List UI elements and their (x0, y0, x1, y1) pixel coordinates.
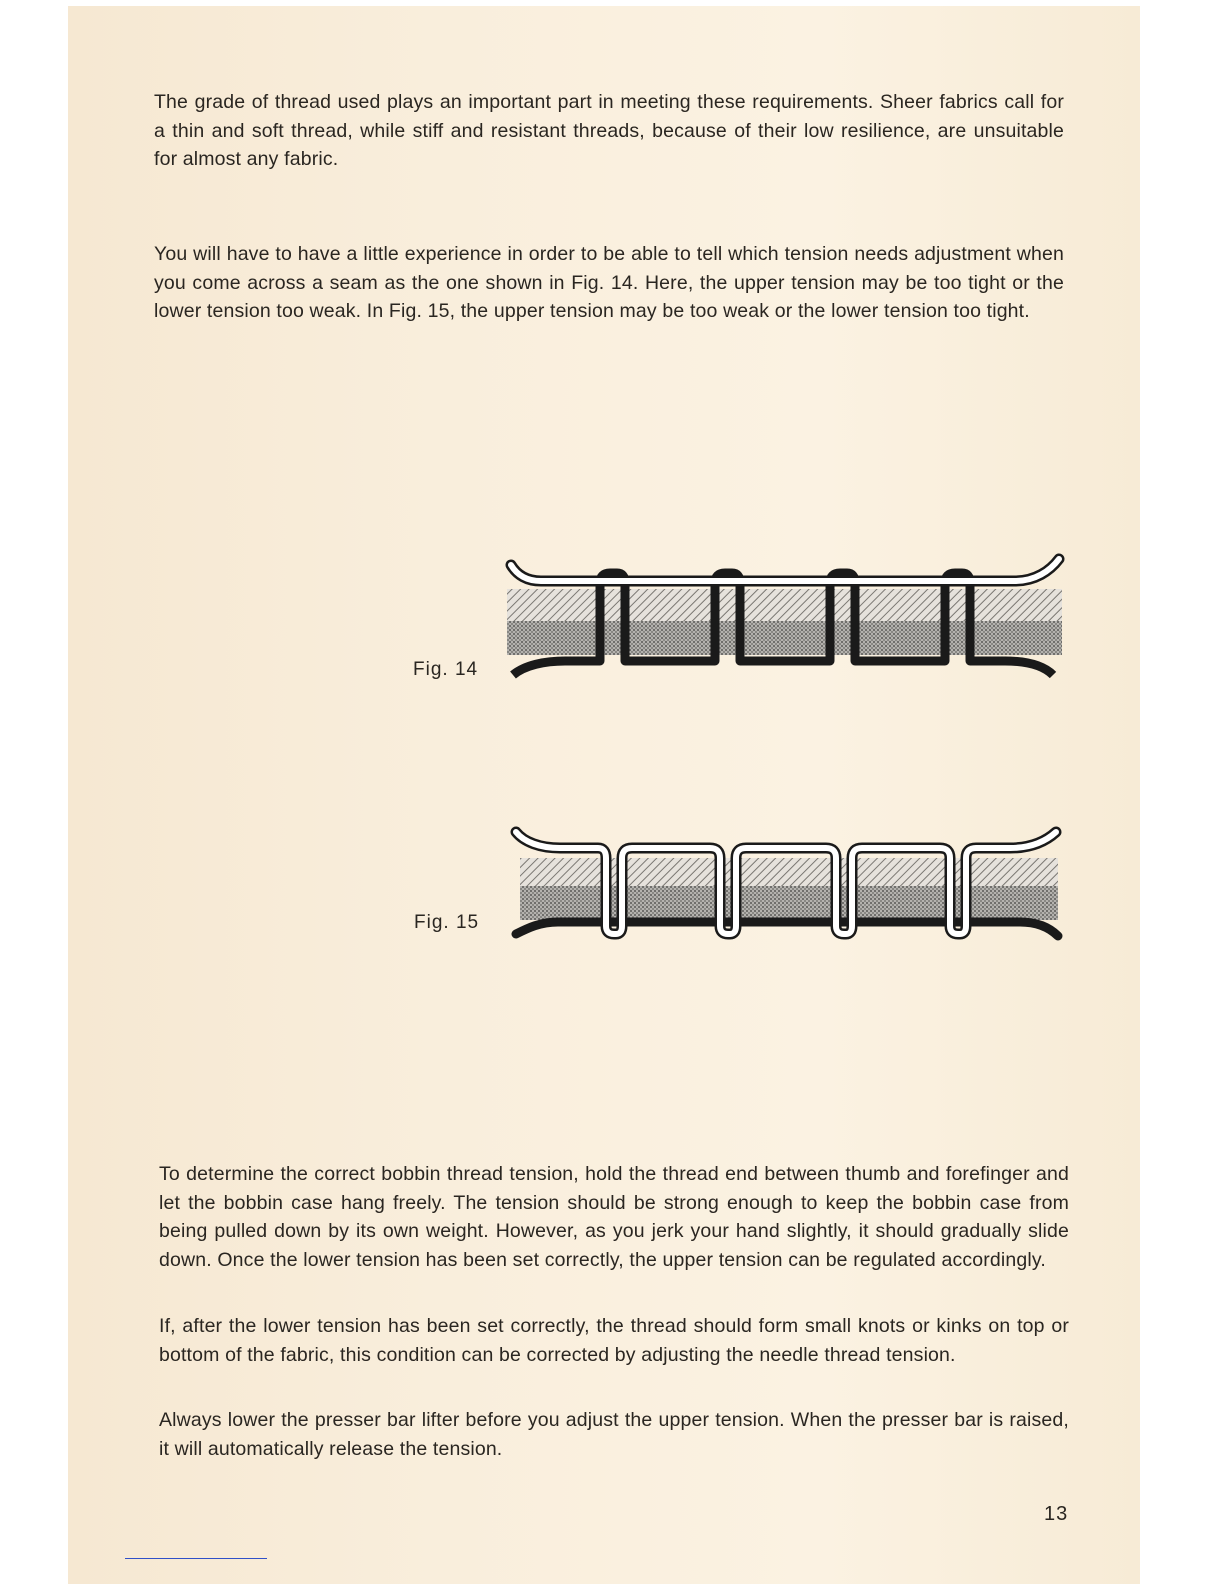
paragraph-presser-bar: Always lower the presser bar lifter before you adjust the upper tension. When the presser bar is raised, it will automatically release the tension. (159, 1409, 1069, 1460)
paragraph-tension-experience: You will have to have a little experience in order to be able to tell which tension needs adjustment when you come across a seam as the one shown in Fig. 14. Here, the upper tension may be too tight or the lower tension too weak. In Fig. 15, the upper tension may be too weak or the lower tension too tight. (154, 243, 1064, 322)
paragraph-thread-grade: The grade of thread used plays an important part in meeting these requirements. Sheer fabrics call for a thin and soft thread, while stiff and resistant threads, because of their low resilience, are unsuitable for almost any fabric. (154, 91, 1064, 170)
page-number: 13 (1044, 1503, 1069, 1525)
fig-14-illustration (505, 553, 1065, 685)
paragraph-knots-kinks: If, after the lower tension has been set correctly, the thread should form small knots or kinks on top or bottom of the fabric, this condition can be corrected by adjusting the needle thread tension. (159, 1315, 1069, 1366)
fig-14-label: Fig. 14 (413, 659, 479, 680)
paragraph-bobbin-tension: To determine the correct bobbin thread tension, hold the thread end between thumb and forefinger and let the bobbin case hang freely. The tension should be strong enough to keep the bobbin case from being pulled down by its own weight. However, as you jerk your hand slightly, it should gradually slide down. Once the lower tension has been set correctly, the upper tension can be regulated accordingly. (159, 1163, 1069, 1271)
fig-14-upper-fabric (507, 589, 1062, 621)
fig-14-upper-thread (511, 559, 1059, 581)
fig-15-label: Fig. 15 (414, 912, 480, 933)
fig-15-lower-thread (516, 922, 1058, 936)
fig-15-illustration (510, 826, 1065, 946)
footer-divider (125, 1558, 267, 1559)
fig-14-lower-fabric (507, 621, 1062, 655)
